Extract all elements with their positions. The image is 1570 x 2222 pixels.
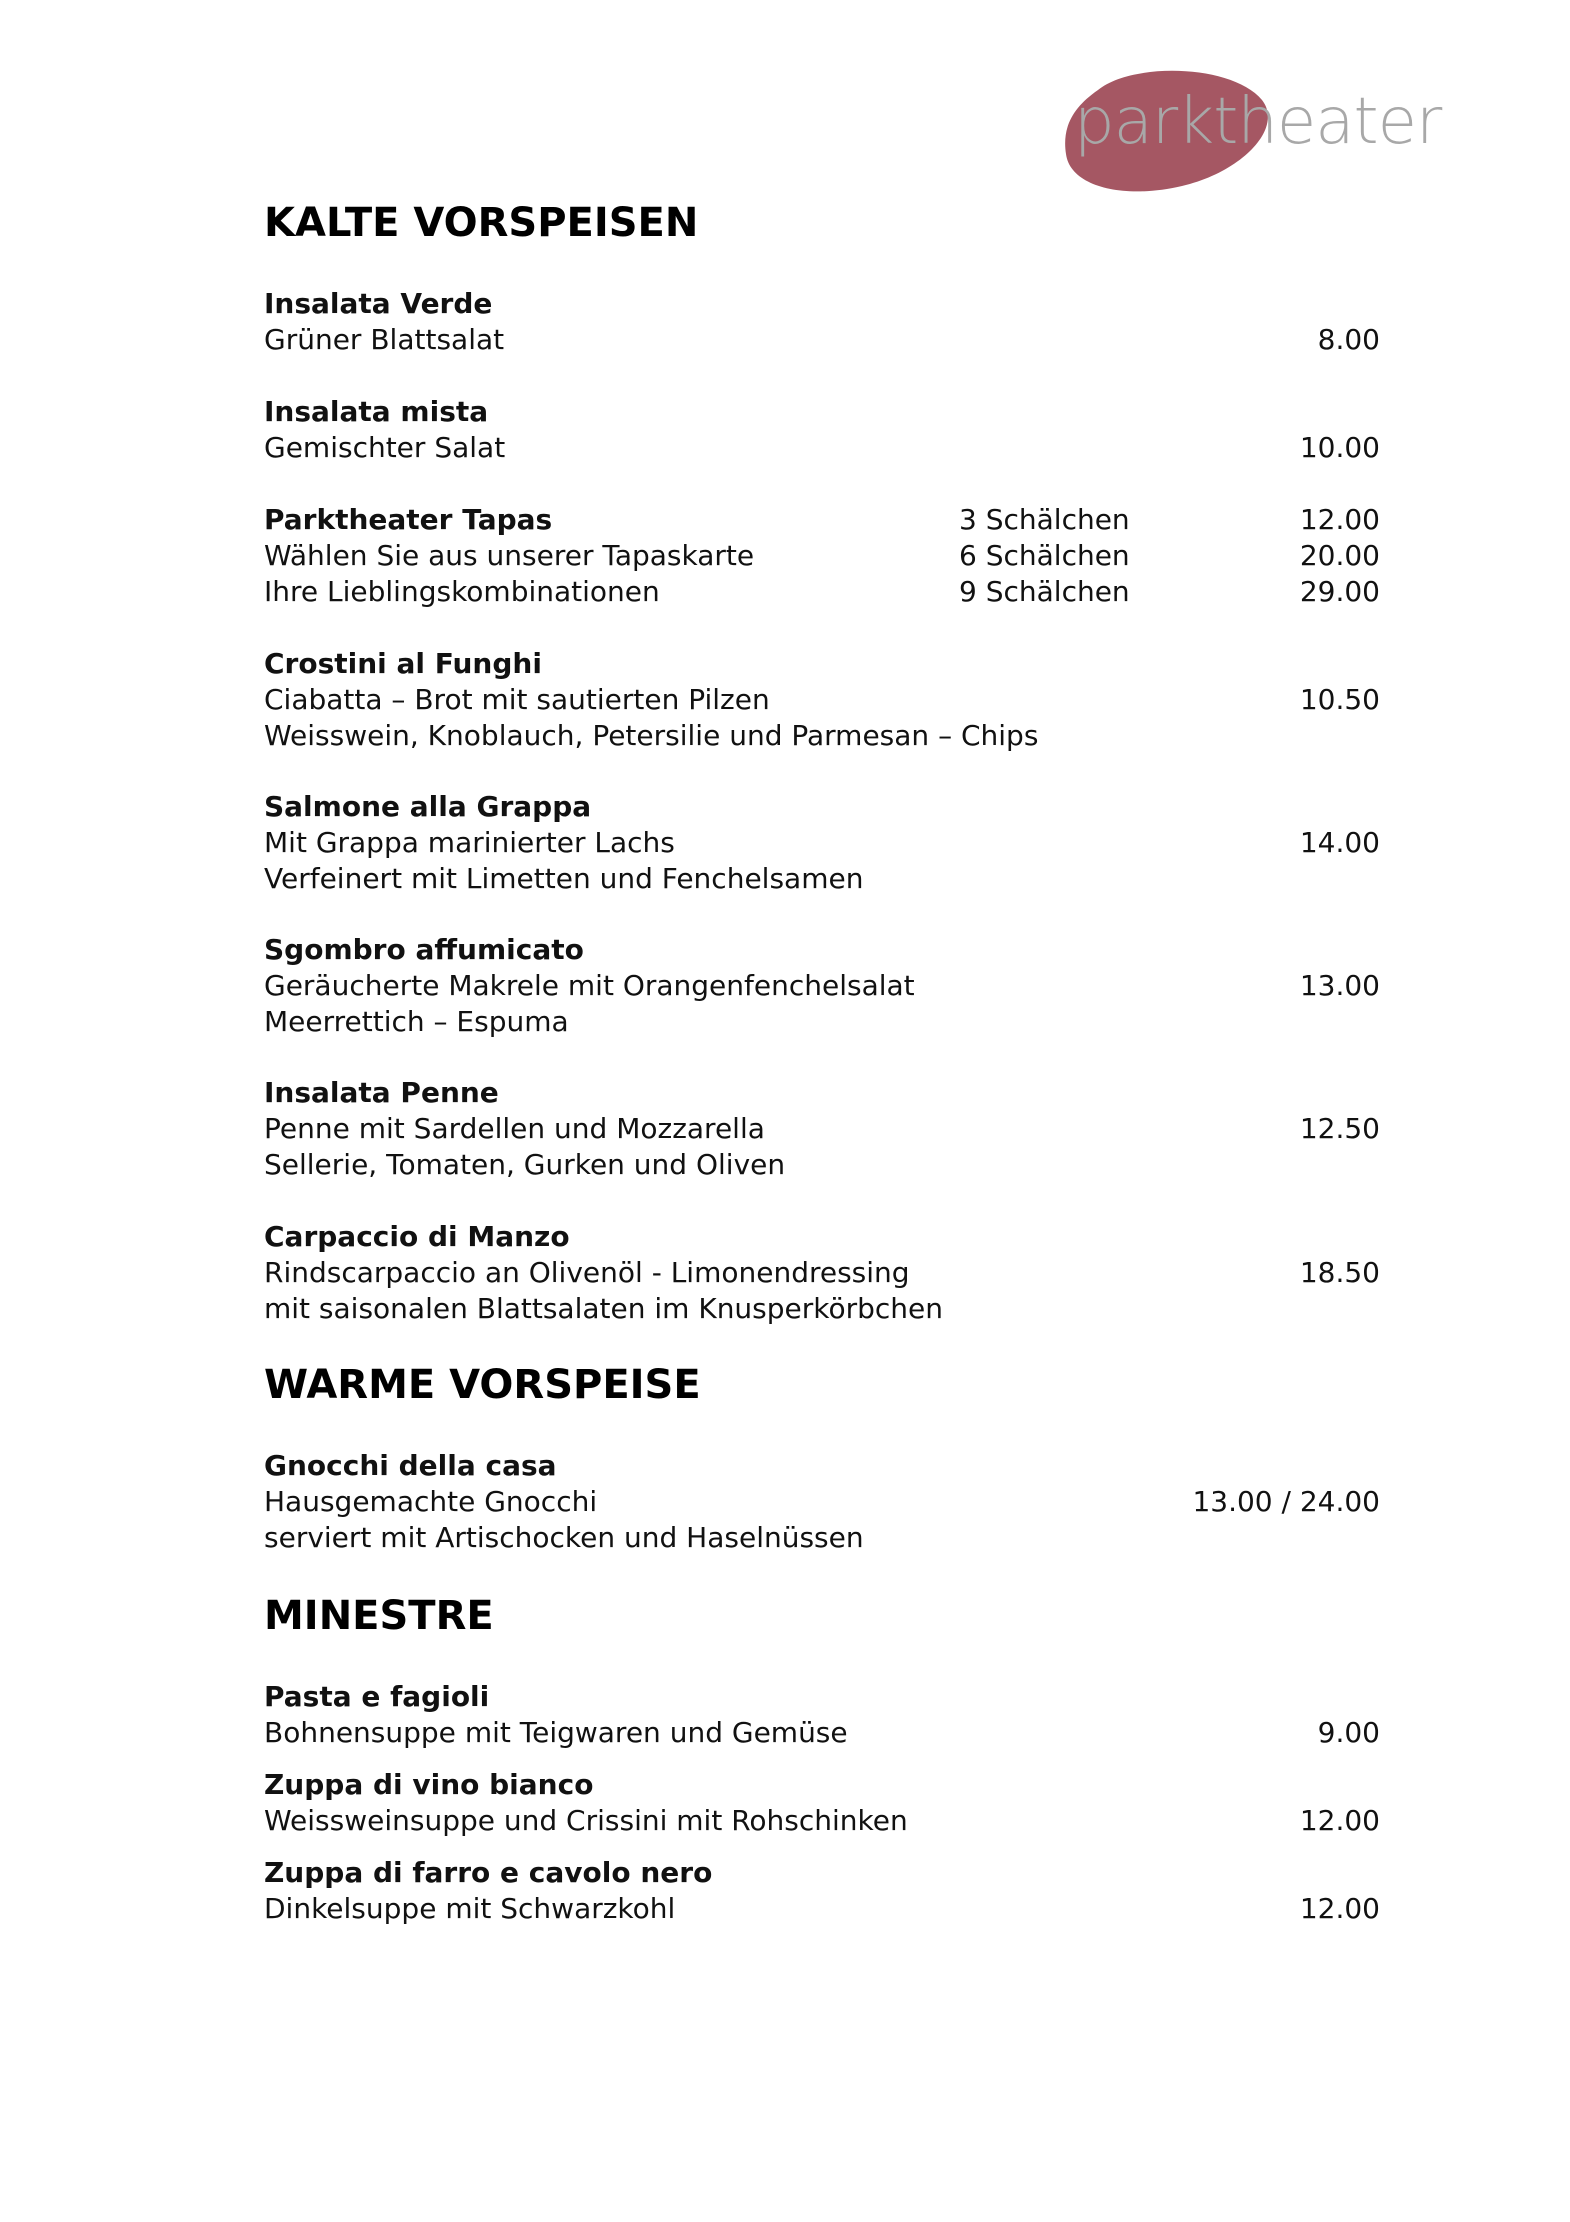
item-description: Weisswein, Knoblauch, Petersilie und Parmesan – Chips	[264, 719, 1039, 752]
logo-wordmark: parktheater	[1074, 85, 1442, 159]
item-description: Meerrettich – Espuma	[264, 1005, 569, 1038]
section-title-kalte-vorspeisen: KALTE VORSPEISEN	[264, 200, 699, 246]
item-description: Mit Grappa marinierter Lachs	[264, 826, 675, 859]
item-description: Rindscarpaccio an Olivenöl - Limonendressing	[264, 1256, 910, 1289]
item-name: Sgombro affumicato	[264, 933, 584, 966]
menu-item-pasta-e-fagioli	[264, 1679, 1380, 1751]
item-name: Gnocchi della casa	[264, 1449, 557, 1482]
item-name: Pasta e fagioli	[264, 1680, 490, 1713]
menu-item-zuppa-di-farro	[264, 1855, 1380, 1927]
item-description: Grüner Blattsalat	[264, 323, 505, 356]
item-description: Sellerie, Tomaten, Gurken und Oliven	[264, 1148, 786, 1181]
item-price: 12.00	[1299, 1892, 1380, 1925]
item-name: Zuppa di farro e cavolo nero	[264, 1856, 713, 1889]
item-name: Crostini al Funghi	[264, 647, 542, 680]
item-description: Ihre Lieblingskombinationen	[264, 575, 660, 608]
item-description: Wählen Sie aus unserer Tapaskarte	[264, 539, 755, 572]
tapas-option-qty: 6 Schälchen	[959, 539, 1130, 572]
menu-item-insalata-mista	[264, 394, 1380, 466]
item-price: 12.50	[1299, 1112, 1380, 1145]
item-price: 9.00	[1317, 1716, 1380, 1749]
item-description: Gemischter Salat	[264, 431, 506, 464]
menu-item-sgombro-affumicato	[264, 932, 1380, 1040]
item-description: mit saisonalen Blattsalaten im Knusperkörbchen	[264, 1292, 944, 1325]
item-description: Geräucherte Makrele mit Orangenfenchelsalat	[264, 969, 915, 1002]
menu-item-insalata-verde	[264, 286, 1380, 358]
item-description: Weissweinsuppe und Crissini mit Rohschinken	[264, 1804, 908, 1837]
menu-item-salmone-alla-grappa	[264, 789, 1380, 897]
item-name: Insalata Verde	[264, 287, 493, 320]
item-description: Bohnensuppe mit Teigwaren und Gemüse	[264, 1716, 848, 1749]
item-description: Verfeinert mit Limetten und Fenchelsamen	[264, 862, 864, 895]
item-price: 13.00	[1299, 969, 1380, 1002]
item-name: Parktheater Tapas	[264, 503, 553, 536]
item-name: Insalata Penne	[264, 1076, 499, 1109]
item-name: Insalata mista	[264, 395, 489, 428]
item-price: 18.50	[1299, 1256, 1380, 1289]
item-description: Dinkelsuppe mit Schwarzkohl	[264, 1892, 676, 1925]
section-title-warme-vorspeise: WARME VORSPEISE	[264, 1362, 701, 1408]
item-price: 13.00 / 24.00	[1192, 1485, 1380, 1518]
item-price: 10.50	[1299, 683, 1380, 716]
menu-item-parktheater-tapas	[264, 502, 1380, 610]
menu-item-zuppa-di-vino-bianco	[264, 1767, 1380, 1839]
item-name: Salmone alla Grappa	[264, 790, 592, 823]
item-name: Zuppa di vino bianco	[264, 1768, 594, 1801]
item-description: Hausgemachte Gnocchi	[264, 1485, 598, 1518]
menu-item-gnocchi-della-casa	[264, 1448, 1380, 1556]
menu-item-insalata-penne	[264, 1075, 1380, 1183]
menu-item-crostini-al-funghi	[264, 646, 1380, 754]
item-description: serviert mit Artischocken und Haselnüssen	[264, 1521, 864, 1554]
item-description: Penne mit Sardellen und Mozzarella	[264, 1112, 765, 1145]
item-description: Ciabatta – Brot mit sautierten Pilzen	[264, 683, 770, 716]
item-price: 8.00	[1317, 323, 1380, 356]
tapas-option-price: 12.00	[1299, 503, 1380, 536]
item-price: 12.00	[1299, 1804, 1380, 1837]
tapas-option-qty: 9 Schälchen	[959, 575, 1130, 608]
item-name: Carpaccio di Manzo	[264, 1220, 570, 1253]
item-price: 10.00	[1299, 431, 1380, 464]
tapas-option-price: 29.00	[1299, 575, 1380, 608]
parktheater-logo	[1062, 68, 1442, 198]
section-title-minestre: MINESTRE	[264, 1593, 494, 1639]
menu-item-carpaccio-di-manzo	[264, 1219, 1380, 1327]
tapas-option-price: 20.00	[1299, 539, 1380, 572]
tapas-option-qty: 3 Schälchen	[959, 503, 1130, 536]
item-price: 14.00	[1299, 826, 1380, 859]
